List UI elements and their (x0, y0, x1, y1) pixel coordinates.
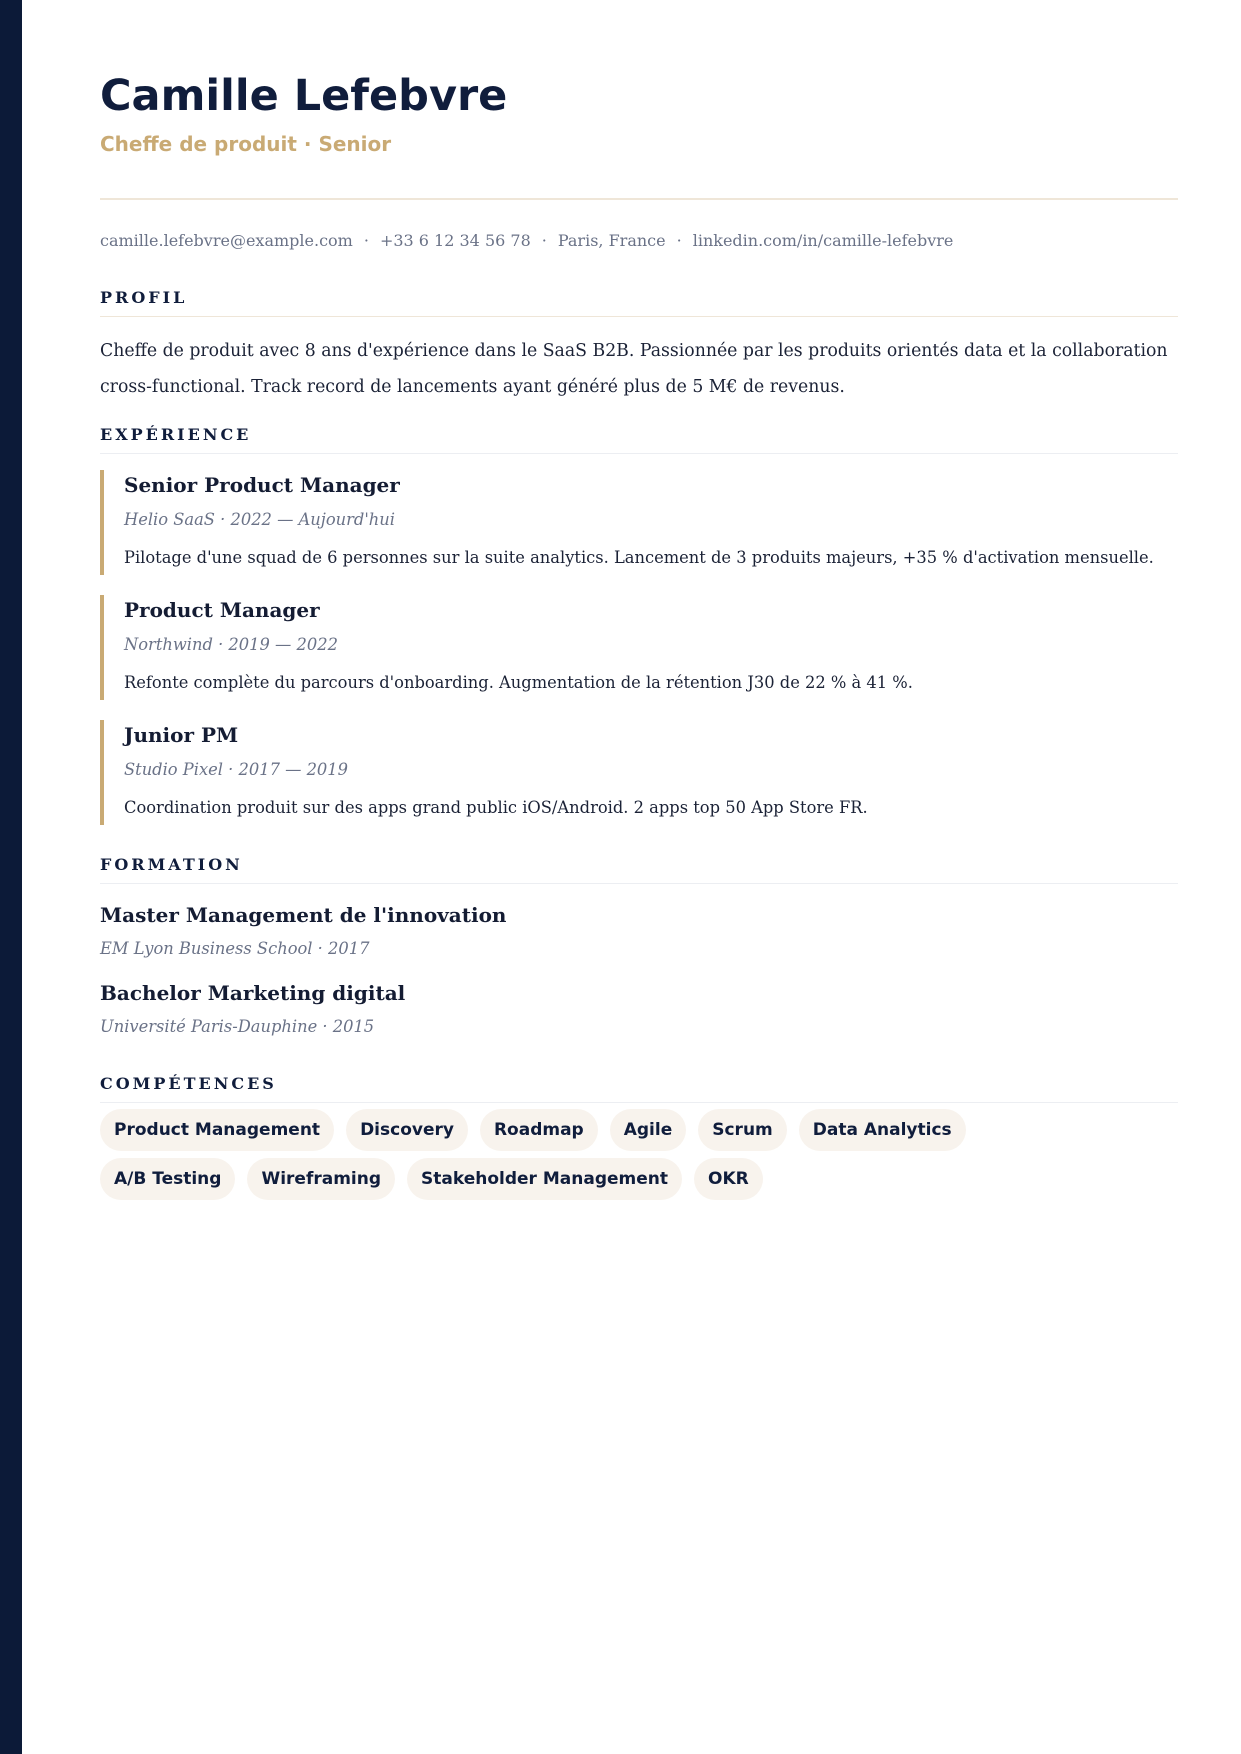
header-divider (100, 198, 1178, 200)
contact-linkedin[interactable]: linkedin.com/in/camille-lefebvre (692, 231, 954, 250)
skill-chip: A/B Testing (100, 1158, 235, 1200)
skills-list (100, 1109, 1100, 1207)
section-title-profile: PROFIL (100, 288, 1178, 317)
section-title-education: FORMATION (100, 855, 1178, 884)
skill-chip: Agile (610, 1109, 687, 1151)
job-item (100, 470, 1178, 575)
job-title: Senior Product Manager (124, 473, 400, 497)
contact-email[interactable]: camille.lefebvre@example.com (100, 231, 353, 250)
education-item (100, 980, 1178, 1036)
skill-chip: Scrum (698, 1109, 787, 1151)
job-item (100, 720, 1178, 825)
skill-chip: Stakeholder Management (407, 1158, 682, 1200)
job-title: Product Manager (124, 598, 320, 622)
contact-phone[interactable]: +33 6 12 34 56 78 (379, 231, 531, 250)
contact-separator: · (363, 231, 369, 250)
education-item (100, 902, 1178, 958)
side-accent-bar (0, 0, 22, 1754)
education-list (100, 902, 1178, 1036)
candidate-name: Camille Lefebvre (100, 71, 508, 121)
contact-location: Paris, France (557, 231, 666, 250)
job-description: Coordination produit sur des apps grand public iOS/Android. 2 apps top 50 App Store FR. (124, 798, 868, 817)
education-meta: Université Paris-Dauphine · 2015 (100, 1017, 375, 1036)
job-item (100, 595, 1178, 700)
education-meta: EM Lyon Business School · 2017 (100, 939, 370, 958)
section-title-skills: COMPÉTENCES (100, 1074, 1178, 1103)
contact-separator: · (676, 231, 682, 250)
experience-list (100, 470, 1178, 825)
job-meta: Northwind · 2019 — 2022 (124, 635, 338, 654)
resume-page (100, 0, 1178, 1207)
job-title: Junior PM (124, 723, 239, 747)
contact-line (100, 231, 1178, 250)
education-title: Bachelor Marketing digital (100, 981, 406, 1005)
skill-chip: Discovery (346, 1109, 468, 1151)
skill-chip: OKR (694, 1158, 763, 1200)
job-meta: Helio SaaS · 2022 — Aujourd'hui (124, 510, 395, 529)
skill-chip: Roadmap (480, 1109, 598, 1151)
education-title: Master Management de l'innovation (100, 903, 507, 927)
skill-chip: Data Analytics (799, 1109, 966, 1151)
skill-chip: Product Management (100, 1109, 334, 1151)
skill-chip: Wireframing (247, 1158, 395, 1200)
profile-text: Cheffe de produit avec 8 ans d'expérience dans le SaaS B2B. Passionnée par les produits orientés data et la collaboration cross-functional. Track record de lancements ayant généré plus de 5 M€ de revenus. (100, 341, 1168, 397)
contact-separator: · (541, 231, 547, 250)
job-meta: Studio Pixel · 2017 — 2019 (124, 760, 349, 779)
job-description: Refonte complète du parcours d'onboarding. Augmentation de la rétention J30 de 22 % à 41 %. (124, 673, 913, 692)
job-description: Pilotage d'une squad de 6 personnes sur la suite analytics. Lancement de 3 produits majeurs, +35 % d'activation mensuelle. (124, 548, 1154, 567)
section-title-experience: EXPÉRIENCE (100, 425, 1178, 454)
candidate-role: Cheffe de produit · Senior (100, 132, 392, 156)
